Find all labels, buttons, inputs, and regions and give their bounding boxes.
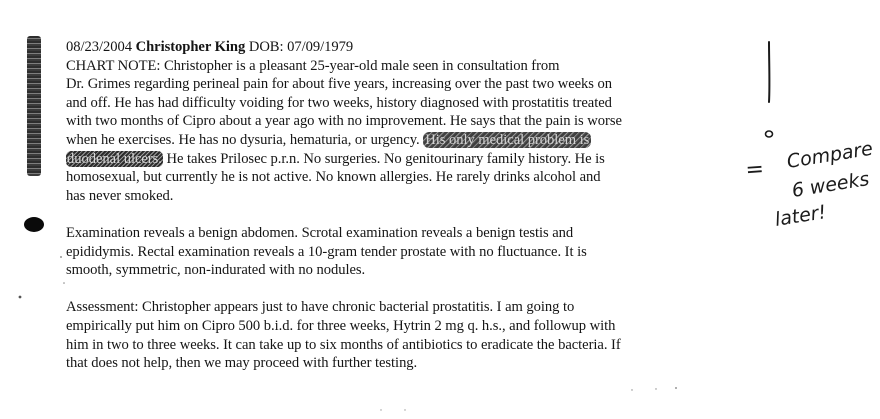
patient-name: Christopher King — [135, 39, 246, 55]
note-line: that does not help, then we may proceed with further testing. — [66, 355, 418, 372]
redacted-text: His only medical problem is — [425, 131, 590, 148]
handwritten-line: Compare — [785, 137, 875, 173]
note-line: empirically put him on Cipro 500 b.i.d. for three weeks, Hytrin 2 mg q. h.s., and followup with — [66, 317, 616, 334]
note-header — [66, 38, 746, 57]
dob-value: 07/09/1979 — [287, 39, 354, 55]
note-line: CHART NOTE: Christopher is a pleasant 25-year-old male seen in consultation from — [66, 57, 560, 74]
note-line — [66, 131, 746, 150]
note-line-text: He takes Prilosec p.r.n. No surgeries. No genitourinary family history. He is — [166, 150, 605, 167]
note-line: Assessment: Christopher appears just to have chronic bacterial prostatitis. I am going to — [66, 299, 575, 316]
note-line — [66, 150, 746, 169]
dob-label: DOB: — [248, 39, 284, 55]
examination-paragraph — [66, 224, 746, 280]
handwritten-equals: = — [744, 156, 765, 183]
redacted-text: duodenal ulcers. — [67, 150, 162, 167]
chart-note-text — [66, 38, 746, 373]
note-line: homosexual, but currently he is not active. No known allergies. He rarely drinks alcohol and — [66, 169, 601, 186]
note-line: him in two to three weeks. It can take up to six months of antibiotics to eradicate the bacteria. If — [66, 336, 621, 353]
handwritten-line: later! — [773, 201, 828, 231]
handwritten-line: 6 weeks — [790, 168, 871, 202]
note-line-text: when he exercises. He has no dysuria, hematuria, or urgency. — [66, 131, 420, 148]
visit-date: 08/23/2004 — [66, 39, 132, 55]
note-line: has never smoked. — [66, 187, 174, 204]
note-line: Dr. Grimes regarding perineal pain for about five years, increasing over the past two weeks on — [66, 76, 613, 93]
handwritten-margin-note — [738, 30, 878, 250]
note-line: smooth, symmetric, non-indurated with no nodules. — [66, 262, 366, 279]
note-line: and off. He has had difficulty voiding for two weeks, history diagnosed with prostatitis treated — [66, 94, 612, 111]
assessment-paragraph — [66, 298, 746, 372]
handwritten-dot — [766, 131, 773, 137]
note-line: epididymis. Rectal examination reveals a 10-gram tender prostate with no fluctuance. It is — [66, 243, 587, 260]
note-line: Examination reveals a benign abdomen. Scrotal examination reveals a benign testis and — [66, 224, 574, 241]
note-line: with two months of Cipro about a year ago with no improvement. He says that the pain is worse — [66, 113, 622, 130]
